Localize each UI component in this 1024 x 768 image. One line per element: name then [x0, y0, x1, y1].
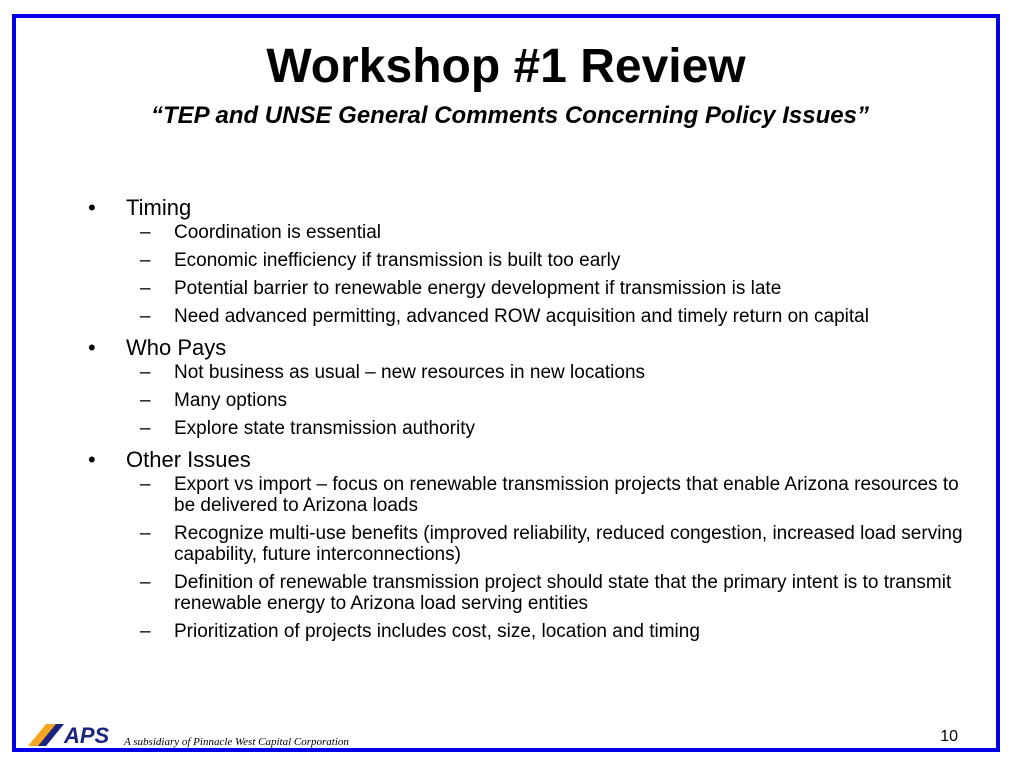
section-heading: Other Issues [126, 447, 251, 472]
sub-bullet-text: Not business as usual – new resources in new locations [174, 362, 646, 383]
bullet-section [84, 194, 964, 222]
footer-tagline: A subsidiary of Pinnacle West Capital Corporation [124, 736, 349, 748]
sub-bullet-text: Export vs import – focus on renewable transmission projects that enable Arizona resources to be delivered to Arizona loads [174, 474, 959, 516]
sub-bullet-text: Definition of renewable transmission project should state that the primary intent is to transmit renewable energy to Arizona load serving entities [174, 572, 952, 614]
dash-icon: – [140, 418, 151, 439]
sub-bullet-item [84, 362, 964, 383]
sub-bullet-text: Economic inefficiency if transmission is built too early [174, 250, 621, 271]
page-subtitle: “TEP and UNSE General Comments Concerning Policy Issues” [151, 102, 869, 129]
bullet-section [84, 334, 964, 362]
sub-bullet-list [84, 222, 964, 327]
section-heading: Timing [126, 195, 192, 220]
sub-bullet-list [84, 362, 964, 439]
sub-bullet-item [84, 572, 964, 614]
dash-icon: – [140, 523, 151, 544]
sub-bullet-text: Potential barrier to renewable energy development if transmission is late [174, 278, 782, 299]
sub-bullet-item [84, 306, 964, 327]
page-number: 10 [940, 728, 958, 745]
dash-icon: – [140, 390, 151, 411]
sub-bullet-item [84, 474, 964, 516]
dash-icon: – [140, 250, 151, 271]
sub-bullet-text: Need advanced permitting, advanced ROW acquisition and timely return on capital [174, 306, 869, 327]
dash-icon: – [140, 621, 151, 642]
dash-icon: – [140, 572, 151, 593]
sub-bullet-item [84, 523, 964, 565]
sub-bullet-item [84, 418, 964, 439]
bullet-icon: • [88, 447, 96, 472]
sub-bullet-item [84, 250, 964, 271]
dash-icon: – [140, 222, 151, 243]
bullet-icon: • [88, 335, 96, 360]
page-title: Workshop #1 Review [266, 40, 746, 93]
sub-bullet-text: Explore state transmission authority [174, 418, 475, 439]
sub-bullet-item [84, 222, 964, 243]
bullet-content [84, 192, 964, 649]
slide-frame [12, 14, 1000, 752]
sub-bullet-text: Prioritization of projects includes cost, size, location and timing [174, 621, 700, 642]
dash-icon: – [140, 278, 151, 299]
dash-icon: – [140, 474, 151, 495]
dash-icon: – [140, 362, 151, 383]
sub-bullet-item [84, 390, 964, 411]
sub-bullet-list [84, 474, 964, 642]
aps-logo-icon [28, 724, 124, 746]
sub-bullet-text: Recognize multi-use benefits (improved reliability, reduced congestion, increased load serving capability, future interconnections) [174, 523, 963, 565]
logo-text: APS [64, 724, 110, 746]
bullet-icon: • [88, 195, 96, 220]
dash-icon: – [140, 306, 151, 327]
bullet-section [84, 446, 964, 474]
sub-bullet-text: Coordination is essential [174, 222, 382, 243]
sub-bullet-item [84, 278, 964, 299]
sub-bullet-item [84, 621, 964, 642]
section-heading: Who Pays [126, 335, 227, 360]
sub-bullet-text: Many options [174, 390, 288, 411]
